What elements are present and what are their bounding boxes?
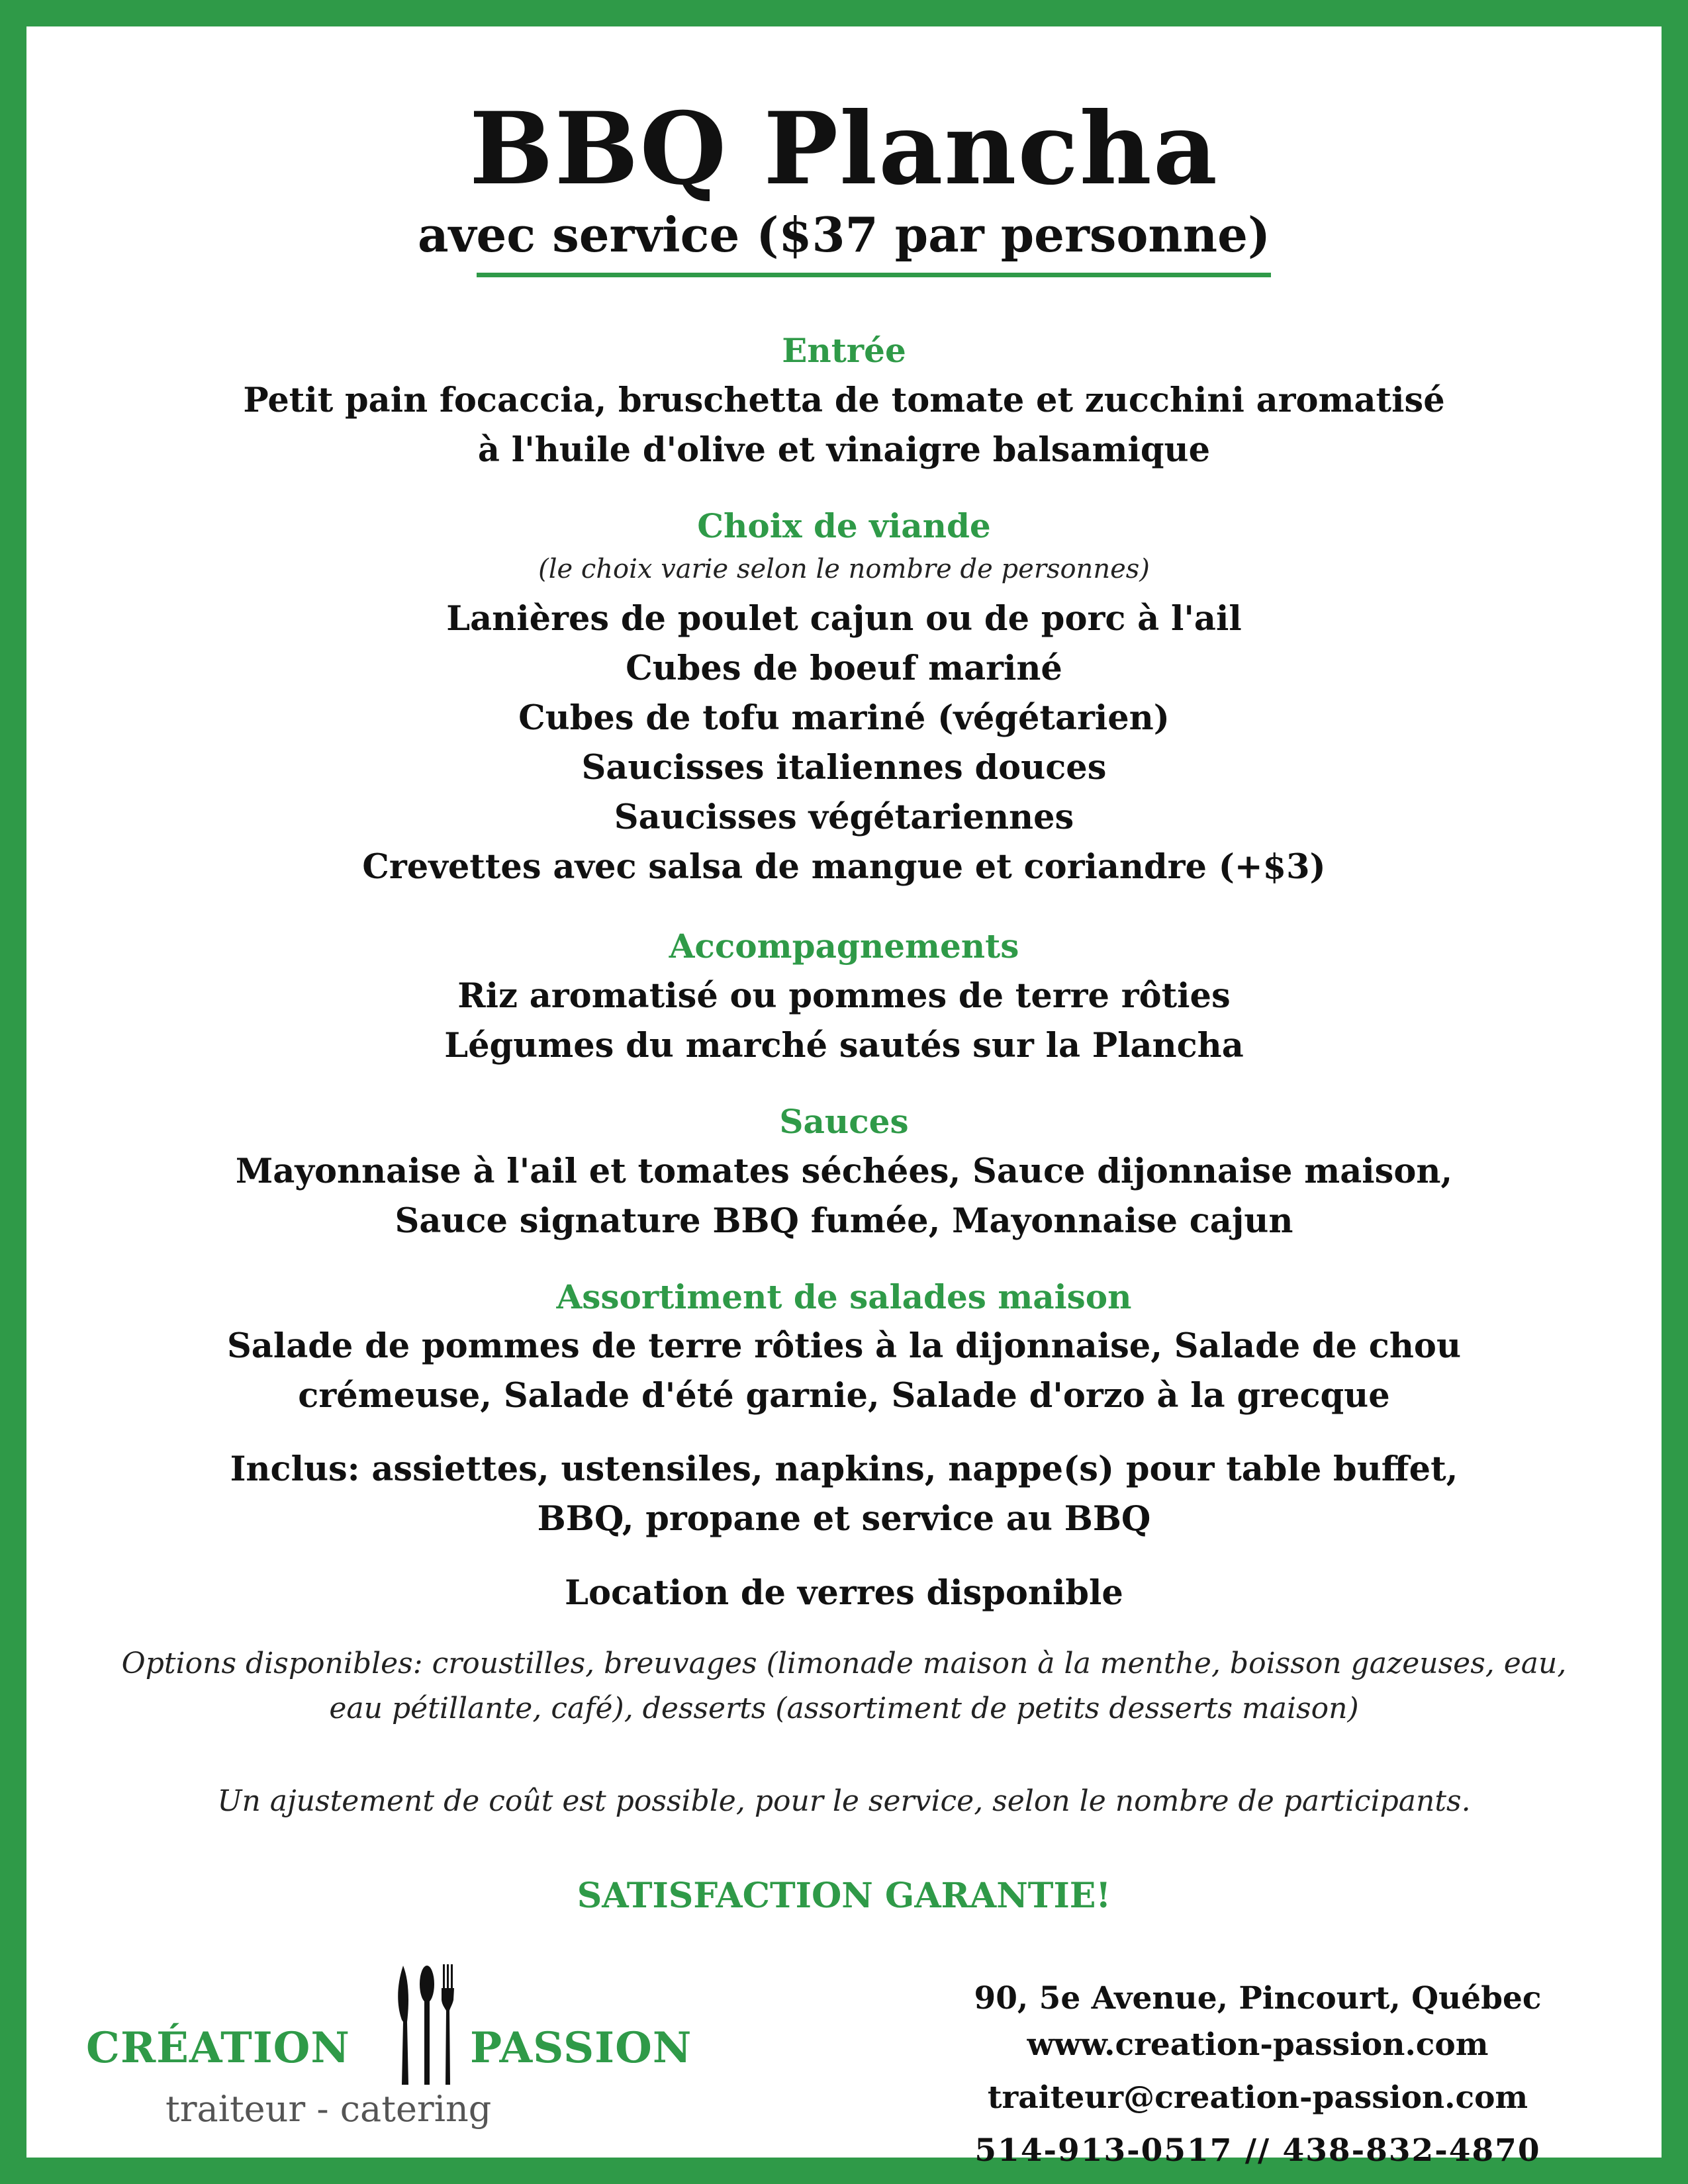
menu-sheet bbox=[26, 26, 1662, 2169]
entree-line-1: Petit pain focaccia, bruschetta de tomate et zucchini aromatisé bbox=[243, 381, 1445, 420]
title-underline-divider bbox=[477, 273, 1271, 277]
salades-line-1: Salade de pommes de terre rôties à la dijonnaise, Salade de chou bbox=[226, 1326, 1462, 1366]
section-heading-accompagnements: Accompagnements bbox=[669, 927, 1019, 966]
viande-line-3: Cubes de tofu mariné (végétarien) bbox=[518, 698, 1170, 738]
contact-block bbox=[927, 1976, 1589, 2174]
menu-title: BBQ Plancha bbox=[469, 91, 1219, 207]
accompagnements-line-2: Légumes du marché sautés sur la Plancha bbox=[444, 1026, 1244, 1066]
options-line-2: eau pétillante, café), desserts (assortiment de petits desserts maison) bbox=[329, 1692, 1359, 1725]
sauces-line-1: Mayonnaise à l'ail et tomates séchées, Sauce dijonnaise maison, bbox=[235, 1152, 1453, 1191]
viande-line-1: Lanières de poulet cajun ou de porc à l'ail bbox=[446, 599, 1242, 639]
inclus-line-2: BBQ, propane et service au BBQ bbox=[537, 1499, 1151, 1539]
entree-line-2: à l'huile d'olive et vinaigre balsamique bbox=[477, 430, 1211, 470]
viande-line-5: Saucisses végétariennes bbox=[614, 797, 1074, 837]
menu-subtitle-price: avec service ($37 par personne) bbox=[417, 206, 1271, 263]
section-heading-viande: Choix de viande bbox=[697, 506, 991, 545]
logo-word-creation: CRÉATION bbox=[86, 2023, 350, 2073]
cost-adjustment-note: Un ajustement de coût est possible, pour le service, selon le nombre de participants. bbox=[217, 1784, 1471, 1818]
contact-address: 90, 5e Avenue, Pincourt, Québec bbox=[974, 1980, 1542, 2017]
section-heading-salades: Assortiment de salades maison bbox=[556, 1277, 1132, 1316]
inclus-line-1: Inclus: assiettes, ustensiles, napkins, nappe(s) pour table buffet, bbox=[230, 1449, 1458, 1489]
viande-line-4: Saucisses italiennes douces bbox=[581, 748, 1107, 788]
sauces-line-2: Sauce signature BBQ fumée, Mayonnaise cajun bbox=[395, 1201, 1293, 1241]
accompagnements-line-1: Riz aromatisé ou pommes de terre rôties bbox=[457, 976, 1231, 1016]
logo-tagline: traiteur - catering bbox=[165, 2088, 492, 2130]
satisfaction-guarantee: SATISFACTION GARANTIE! bbox=[577, 1876, 1111, 1916]
viande-note: (le choix varie selon le nombre de personnes) bbox=[538, 554, 1150, 584]
options-line-1: Options disponibles: croustilles, breuvages (limonade maison à la menthe, boisson gazeuses, eau, bbox=[121, 1647, 1567, 1680]
viande-line-6: Crevettes avec salsa de mangue et coriandre (+$3) bbox=[362, 847, 1326, 887]
creation-passion-logo bbox=[86, 1946, 702, 2131]
logo-word-passion: PASSION bbox=[470, 2023, 692, 2073]
contact-email: traiteur@creation-passion.com bbox=[987, 2079, 1528, 2116]
cutlery-icon bbox=[394, 1959, 460, 2091]
location-verres: Location de verres disponible bbox=[565, 1573, 1123, 1613]
section-heading-sauces: Sauces bbox=[779, 1102, 909, 1141]
section-heading-entree: Entrée bbox=[782, 331, 906, 370]
salades-line-2: crémeuse, Salade d'été garnie, Salade d'orzo à la grecque bbox=[298, 1376, 1390, 1416]
contact-website: www.creation-passion.com bbox=[1027, 2026, 1489, 2063]
contact-phones: 514-913-0517 // 438-832-4870 bbox=[974, 2132, 1541, 2169]
viande-line-2: Cubes de boeuf mariné bbox=[626, 649, 1062, 688]
